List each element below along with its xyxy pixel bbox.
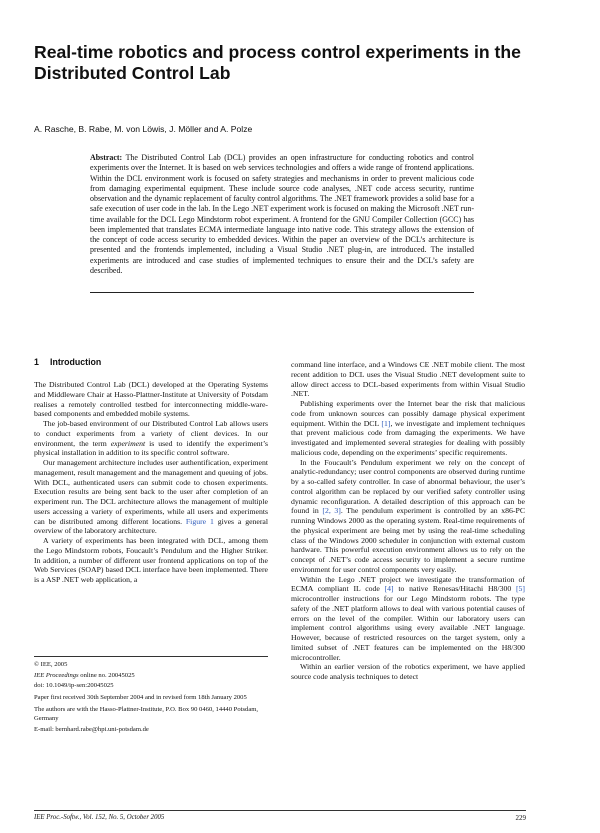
abstract-divider [90,292,474,293]
emphasis-text: experiment [110,438,146,448]
left-paragraph-2 [34,419,268,458]
reference-link[interactable]: [1] [381,418,391,428]
paragraph-text: to native Renesas/Hitachi H8/300 [393,584,516,594]
right-paragraph-2 [291,399,525,458]
affiliation-note: The authors are with the Hasso-Plattner-Institute, P.O. Box 90 0460, 14440 Potsdam, Germany [34,706,259,722]
abstract-label: Abstract: [90,153,123,162]
paragraph-text: Our management architecture includes user authentification, experiment management, result management and the management and queuing of jobs. With DCL, authenticated users can submit code to chosen experiments. Execution results are being sent back to the user after completion of an experiment run. The DCL architecture allows the management of multiple users accessing a variety of experiments, while all users and experiments can be distributed among different locations. [34,458,268,526]
section-title: Introduction [50,357,102,367]
page-number: 229 [515,814,526,822]
section-number: 1 [34,357,39,367]
footer-divider [34,810,526,811]
right-paragraph-3 [291,458,525,575]
email-note: E-mail: bernhard.rabe@hpi.uni-potsdam.de [34,725,149,733]
copyright-note: © IEE, 2005 [34,661,68,668]
abstract-text: The Distributed Control Lab (DCL) provides an open infrastructure for conducting robotics and control experiments over the Internet. It is based on web services technologies and offers a wide range of frontend applications. Within the DCL environment work is focused on safety strategies and mechanisms in order to prevent malicious code from damaging experimental equipment. These include source code analyses, .NET code access security, runtime observation and the dynamic replacement of faculty control algorithms. The .NET framework provides a solid base for a safe execution of user code in the lab. In the Lego .NET experiment work is focused on making the Microsoft .NET run-time available for the DCL Lego Mindstorm robot experiment. A frontend for the GNU Compiler Collection (GCC) has been implemented that translates ECMA intermediate language into native code. This strategy allows the extension of the concept of code access security to embedded devices. Within the paper an overview of the DCL’s architecture is presented and the frontends implemented, including a Visual Studio .NET plug-in, are introduced. The installed experiments are introduced and case studies of implemented techniques to ensure their and the DCL’s safety are described. [90,153,474,275]
left-paragraph-4: A variety of experiments has been integrated with DCL, among them the Lego Mindstorm robots, Foucault’s Pendulum and the Higher Striker. In addition, a number of different user frontend applications on top of the Web Services (SOAP) based DCL interface have been implemented. There is a ASP .NET web application, a [34,536,268,584]
paragraph-text: . The pendulum experiment is controlled by an x86-PC running Windows 2000 as the operating system. Real-time requirements of the physical experiment are being met by using the real-time scheduling class of the Windows 2000 scheduler in conjunction with external custom hardware. This powerful execution environment allows us to rely on the concept of .NET’s code access security to implement a secure runtime environment for user control components very easily. [291,506,525,574]
left-paragraph-1: The Distributed Control Lab (DCL) developed at the Operating Systems and Middleware Chair at Hasso-Plattner-Institute at University of Potsdam realises a remotely controlled testbed for interconnecting middle-ware-based components and embedded mobile systems. [34,380,268,419]
reference-link[interactable]: [2, 3] [322,506,341,516]
abstract [90,153,474,277]
reference-link[interactable]: [4] [384,584,394,594]
paragraph-text: Publishing experiments over the Internet bear the risk that malicious code from unknown sources can possibly damage physical experiment equipment. Within the DCL [291,399,525,428]
footnote-divider [34,656,268,657]
paragraph-text: In the Foucault’s Pendulum experiment we rely on the concept of analytic-redundancy; user control components are observed during runtime by a so-called safety controller. In case of abnormal behaviour, the user’s control algorithm can be replaced by our verified safety controller using dynamic reconfiguration. A detailed description of this approach can be found in [291,457,525,516]
paragraph-text: microcontroller instructions for our Lego Mindstorm robots. The type safety of the .NET platform allows to deal with various potential causes of errors on the level of the compiler. Within our laboratory users can implement control algorithms using every available .NET language. However, because of restricted resources on the target system, only a limited subset of .NET features can be implemented on the H8/300 microcontroller. [291,594,525,662]
section-heading [34,357,268,367]
left-paragraph-3 [34,458,268,536]
paragraph-text: Within the Lego .NET project we investigate the transformation of ECMA compliant IL code [291,574,525,594]
footnotes [34,660,268,735]
doi-note: doi: 10.1049/ip-sen:20045025 [34,682,114,689]
paragraph-text: is used to identify the experiment’s physical installation in addition to its specific control software. [34,438,268,458]
proceedings-note [34,671,268,680]
paper-title: Real-time robotics and process control experiments in the Distributed Control Lab [34,42,521,83]
proceedings-number: online no. 20045025 [78,671,135,679]
proceedings-name: IEE Proceedings [34,671,79,679]
right-paragraph-1: command line interface, and a Windows CE .NET mobile client. The most recent addition to DCL uses the Visual Studio .NET development suite to allow direct access to DCL-based experiments from within Visual Studio .NET. [291,360,525,399]
paragraph-text: The job-based environment of our Distributed Control Lab allows users to conduct experiments from a variety of client devices. In our environment, the term [34,419,268,448]
right-column [291,360,525,808]
journal-citation: IEE Proc.-Softw., Vol. 152, No. 5, October 2005 [34,814,165,821]
reference-link[interactable]: [5] [515,584,525,594]
right-paragraph-4 [291,575,525,663]
received-note: Paper first received 30th September 2004 and in revised form 18th January 2005 [34,694,247,701]
paragraph-text: gives a general overview of the laboratory architecture. [34,516,268,536]
right-paragraph-5: Within an earlier version of the robotics experiment, we have applied source code analysis techniques to detect [291,662,525,681]
left-column [34,380,268,652]
author-list: A. Rasche, B. Rabe, M. von Löwis, J. Möller and A. Polze [34,124,253,134]
paragraph-text: , we investigate and implement techniques that prevent malicious code from damaging the experiments. We have investigated and implemented several strategies for dealing with possibly malicious code, depending on the experiments’ specific requirements. [291,418,525,457]
figure-1-link[interactable]: Figure 1 [185,516,214,526]
